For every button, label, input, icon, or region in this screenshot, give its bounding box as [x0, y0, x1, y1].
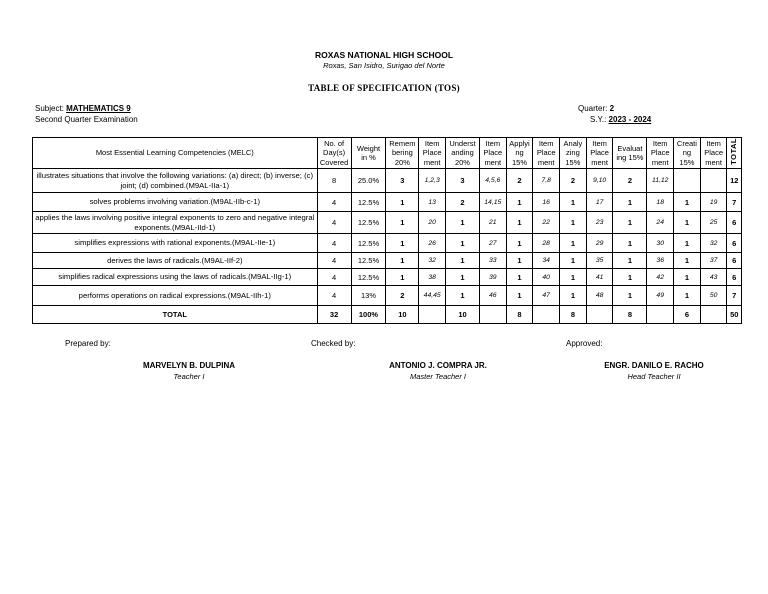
sy-value: 2023 - 2024 — [608, 115, 652, 124]
applying-placement: 7,8 — [533, 169, 560, 193]
header-days: No. of Day(s) Covered — [317, 138, 351, 169]
creating-placement: 37 — [700, 253, 727, 269]
understanding-placement: 46 — [479, 286, 506, 306]
checked-by-name: ANTONIO J. COMPRA JR. — [389, 361, 487, 370]
applying-count: 1 — [506, 269, 533, 286]
header-analyzing: Analy zing 15% — [560, 138, 587, 169]
analyzing-placement: 9,10 — [586, 169, 613, 193]
quarter-label: Quarter: — [578, 104, 608, 113]
understanding-count: 1 — [446, 286, 480, 306]
competency-cell: simplifies expressions with rational exponents.(M9AL-IIe-1) — [33, 234, 318, 253]
applying-placement: 47 — [533, 286, 560, 306]
prepared-by-name: MARVELYN B. DULPINA — [142, 361, 235, 370]
sy-line — [590, 115, 651, 124]
quarter-value: 2 — [609, 104, 615, 113]
evaluating-count: 1 — [613, 234, 647, 253]
remembering-count: 1 — [386, 234, 419, 253]
school-name: ROXAS NATIONAL HIGH SCHOOL — [314, 50, 454, 60]
competency-cell: solves problems involving variation.(M9AL-IIb-c-1) — [33, 193, 318, 212]
remembering-placement: 20 — [419, 212, 446, 234]
header-item-placement: Item Place ment — [700, 138, 727, 169]
subject-value: MATHEMATICS 9 — [66, 104, 131, 113]
table-row — [33, 269, 742, 286]
applying-count: 1 — [506, 193, 533, 212]
total-remembering: 10 — [386, 306, 419, 324]
analyzing-count: 2 — [560, 169, 587, 193]
analyzing-count: 1 — [560, 286, 587, 306]
quarter-line — [578, 104, 614, 113]
header-item-placement: Item Place ment — [586, 138, 613, 169]
remembering-placement: 44,45 — [419, 286, 446, 306]
total-evaluating: 8 — [613, 306, 647, 324]
empty-cell — [419, 306, 446, 324]
evaluating-count: 1 — [613, 212, 647, 234]
understanding-count: 2 — [446, 193, 480, 212]
understanding-placement: 4,5,6 — [479, 169, 506, 193]
approved-by-name: ENGR. DANILO E. RACHO — [604, 361, 704, 370]
days-cell: 4 — [317, 269, 351, 286]
weight-cell: 12.5% — [351, 253, 386, 269]
total-days: 32 — [317, 306, 351, 324]
row-total: 7 — [727, 286, 742, 306]
evaluating-placement: 36 — [647, 253, 674, 269]
header-row — [33, 138, 742, 169]
creating-placement: 19 — [700, 193, 727, 212]
empty-cell — [533, 306, 560, 324]
weight-cell: 12.5% — [351, 234, 386, 253]
row-total: 6 — [727, 234, 742, 253]
total-creating: 6 — [674, 306, 701, 324]
creating-placement: 50 — [700, 286, 727, 306]
header-applying: Applyi ng 15% — [506, 138, 533, 169]
table-row — [33, 193, 742, 212]
header-weight: Weight in % — [351, 138, 386, 169]
total-row — [33, 306, 742, 324]
header-evaluating: Evaluat ing 15% — [613, 138, 647, 169]
competency-cell: simplifies radical expressions using the laws of radicals.(M9AL-IIg-1) — [33, 269, 318, 286]
row-total: 12 — [727, 169, 742, 193]
competency-cell: applies the laws involving positive integral exponents to zero and negative integral exponents.(M9AL-IId-1) — [33, 212, 318, 234]
weight-cell: 25.0% — [351, 169, 386, 193]
days-cell: 8 — [317, 169, 351, 193]
analyzing-count: 1 — [560, 234, 587, 253]
header-total: TOTAL — [727, 138, 742, 169]
prepared-by-label: Prepared by: — [65, 339, 111, 348]
prepared-by-position: Teacher I — [173, 372, 205, 381]
document-title: TABLE OF SPECIFICATION (TOS) — [308, 83, 460, 93]
applying-count: 1 — [506, 212, 533, 234]
table-row — [33, 212, 742, 234]
applying-count: 1 — [506, 286, 533, 306]
creating-count: 1 — [674, 212, 701, 234]
exam-label: Second Quarter Examination — [35, 115, 138, 124]
remembering-count: 1 — [386, 253, 419, 269]
weight-cell: 12.5% — [351, 193, 386, 212]
checked-by-position: Master Teacher I — [410, 372, 466, 381]
creating-placement: 43 — [700, 269, 727, 286]
grand-total: 50 — [727, 306, 742, 324]
evaluating-placement: 42 — [647, 269, 674, 286]
evaluating-placement: 24 — [647, 212, 674, 234]
creating-count: 1 — [674, 193, 701, 212]
understanding-count: 3 — [446, 169, 480, 193]
evaluating-placement: 18 — [647, 193, 674, 212]
total-weight: 100% — [351, 306, 386, 324]
weight-cell: 13% — [351, 286, 386, 306]
analyzing-count: 1 — [560, 253, 587, 269]
competency-cell: derives the laws of radicals.(M9AL-IIf-2) — [33, 253, 318, 269]
header-remembering: Remem bering 20% — [386, 138, 419, 169]
remembering-placement: 38 — [419, 269, 446, 286]
row-total: 6 — [727, 253, 742, 269]
creating-count: 1 — [674, 234, 701, 253]
evaluating-count: 1 — [613, 269, 647, 286]
empty-cell — [700, 306, 727, 324]
empty-cell — [647, 306, 674, 324]
understanding-placement: 39 — [479, 269, 506, 286]
weight-cell: 12.5% — [351, 269, 386, 286]
remembering-count: 1 — [386, 212, 419, 234]
header-item-placement: Item Place ment — [533, 138, 560, 169]
empty-cell — [586, 306, 613, 324]
understanding-count: 1 — [446, 212, 480, 234]
understanding-placement: 14,15 — [479, 193, 506, 212]
header-item-placement: Item Place ment — [647, 138, 674, 169]
school-address: Roxas, San Isidro, Surigao del Norte — [323, 61, 445, 70]
applying-placement: 28 — [533, 234, 560, 253]
header-understanding: Underst anding 20% — [446, 138, 480, 169]
total-applying: 8 — [506, 306, 533, 324]
evaluating-placement: 49 — [647, 286, 674, 306]
days-cell: 4 — [317, 193, 351, 212]
table-row — [33, 169, 742, 193]
creating-count: 1 — [674, 253, 701, 269]
total-label: TOTAL — [33, 306, 318, 324]
understanding-count: 1 — [446, 269, 480, 286]
understanding-count: 1 — [446, 234, 480, 253]
table-row — [33, 253, 742, 269]
header-melc: Most Essential Learning Competencies (MELC) — [33, 138, 318, 169]
evaluating-count: 1 — [613, 286, 647, 306]
sy-label: S.Y.: — [590, 115, 607, 124]
analyzing-count: 1 — [560, 269, 587, 286]
row-total: 6 — [727, 212, 742, 234]
understanding-placement: 33 — [479, 253, 506, 269]
competency-cell: illustrates situations that involve the following variations: (a) direct; (b) inverse; (c) joint; (d) combined.(M9AL-IIa-1) — [33, 169, 318, 193]
header-item-placement: Item Place ment — [479, 138, 506, 169]
creating-count: 1 — [674, 286, 701, 306]
understanding-count: 1 — [446, 253, 480, 269]
row-total: 7 — [727, 193, 742, 212]
analyzing-placement: 35 — [586, 253, 613, 269]
applying-count: 1 — [506, 253, 533, 269]
evaluating-placement: 11,12 — [647, 169, 674, 193]
days-cell: 4 — [317, 212, 351, 234]
table-row — [33, 286, 742, 306]
applying-count: 1 — [506, 234, 533, 253]
days-cell: 4 — [317, 286, 351, 306]
checked-by-label: Checked by: — [311, 339, 356, 348]
evaluating-placement: 30 — [647, 234, 674, 253]
creating-count — [674, 169, 701, 193]
remembering-placement: 13 — [419, 193, 446, 212]
subject-line — [35, 104, 131, 113]
creating-placement: 32 — [700, 234, 727, 253]
row-total: 6 — [727, 269, 742, 286]
creating-placement: 25 — [700, 212, 727, 234]
header-item-placement: Item Place ment — [419, 138, 446, 169]
analyzing-placement: 29 — [586, 234, 613, 253]
analyzing-placement: 48 — [586, 286, 613, 306]
total-analyzing: 8 — [560, 306, 587, 324]
table-row — [33, 234, 742, 253]
days-cell: 4 — [317, 234, 351, 253]
tos-table — [32, 137, 742, 324]
evaluating-count: 2 — [613, 169, 647, 193]
analyzing-count: 1 — [560, 212, 587, 234]
total-understanding: 10 — [446, 306, 480, 324]
header-creating: Creati ng 15% — [674, 138, 701, 169]
applying-placement: 40 — [533, 269, 560, 286]
evaluating-count: 1 — [613, 193, 647, 212]
weight-cell: 12.5% — [351, 212, 386, 234]
remembering-placement: 26 — [419, 234, 446, 253]
understanding-placement: 27 — [479, 234, 506, 253]
remembering-count: 1 — [386, 193, 419, 212]
evaluating-count: 1 — [613, 253, 647, 269]
analyzing-placement: 23 — [586, 212, 613, 234]
approved-by-position: Head Teacher II — [627, 372, 681, 381]
applying-count: 2 — [506, 169, 533, 193]
empty-cell — [479, 306, 506, 324]
remembering-placement: 32 — [419, 253, 446, 269]
analyzing-placement: 17 — [586, 193, 613, 212]
applying-placement: 16 — [533, 193, 560, 212]
analyzing-placement: 41 — [586, 269, 613, 286]
remembering-count: 1 — [386, 269, 419, 286]
competency-cell: performs operations on radical expressions.(M9AL-IIh-1) — [33, 286, 318, 306]
analyzing-count: 1 — [560, 193, 587, 212]
applying-placement: 34 — [533, 253, 560, 269]
creating-count: 1 — [674, 269, 701, 286]
days-cell: 4 — [317, 253, 351, 269]
applying-placement: 22 — [533, 212, 560, 234]
remembering-placement: 1,2,3 — [419, 169, 446, 193]
understanding-placement: 21 — [479, 212, 506, 234]
creating-placement — [700, 169, 727, 193]
remembering-count: 2 — [386, 286, 419, 306]
subject-label: Subject: — [35, 104, 64, 113]
approved-label: Approved: — [566, 339, 603, 348]
remembering-count: 3 — [386, 169, 419, 193]
